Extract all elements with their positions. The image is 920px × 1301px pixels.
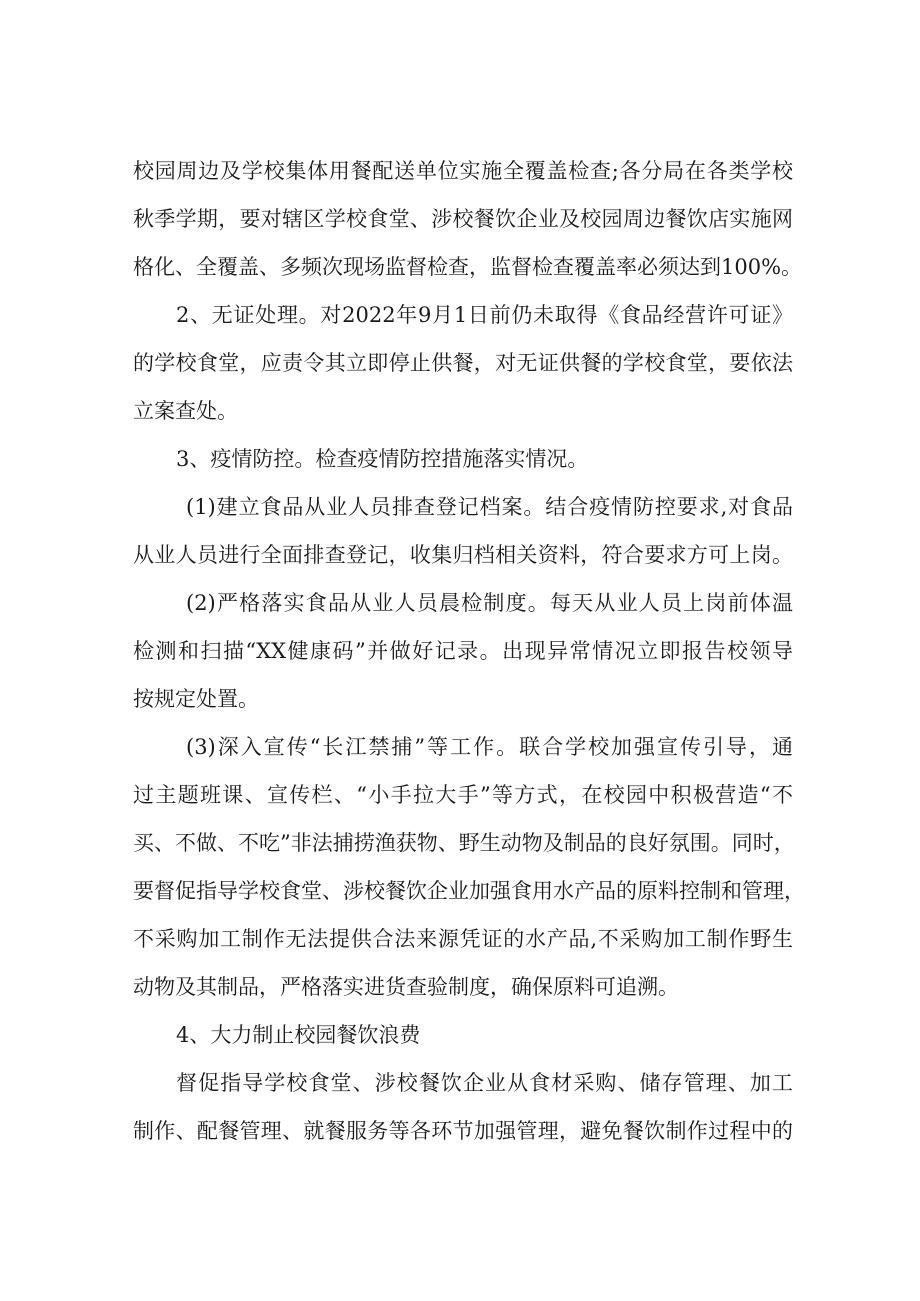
text-line: 动物及其制品，严格落实进货查验制度，确保原料可追溯。: [133, 975, 679, 999]
text-line: 校园周边及学校集体用餐配送单位实施全覆盖检查;各分局在各类学校: [133, 159, 793, 183]
text-line: 督促指导学校食堂、涉校餐饮企业从食材采购、储存管理、加工: [176, 1071, 793, 1095]
text-line: 立案查处。: [133, 399, 238, 423]
text-line: 要督促指导学校食堂、涉校餐饮企业加强食用水产品的原料控制和管理，: [133, 879, 805, 903]
text-line: (2)严格落实食品从业人员晨检制度。每天从业人员上岗前体温: [186, 591, 793, 615]
text-line: 不采购加工制作无法提供合法来源凭证的水产品,不采购加工制作野生: [133, 927, 793, 951]
text-line: (1)建立食品从业人员排查登记档案。结合疫情防控要求,对食品: [186, 495, 793, 519]
text-line: 4、大力制止校园餐饮浪费: [176, 1023, 421, 1047]
text-line: 2、无证处理。对2022年9月1日前仍未取得《食品经营许可证》: [176, 303, 793, 327]
text-line: 买、不做、不吃”非法捕捞渔获物、野生动物及制品的良好氛围。同时，: [133, 831, 795, 855]
text-line: 3、疫情防控。检查疫情防控措施落实情况。: [176, 447, 589, 471]
text-line: 按规定处置。: [133, 687, 259, 711]
text-line: 秋季学期，要对辖区学校食堂、涉校餐饮企业及校园周边餐饮店实施网: [133, 207, 793, 231]
text-line: (3)深入宣传“长江禁捕”等工作。联合学校加强宣传引导，通: [186, 735, 793, 759]
text-line: 从业人员进行全面排查登记，收集归档相关资料，符合要求方可上岗。: [133, 543, 793, 567]
text-line: 检测和扫描“XX健康码”并做好记录。出现异常情况立即报告校领导: [133, 639, 793, 663]
text-line: 制作、配餐管理、就餐服务等各环节加强管理，避免餐饮制作过程中的: [133, 1119, 793, 1143]
text-line: 格化、全覆盖、多频次现场监督检查，监督检查覆盖率必须达到100%。: [133, 255, 803, 279]
text-line: 过主题班课、宣传栏、“小手拉大手”等方式，在校园中积极营造“不: [133, 783, 793, 807]
text-line: 的学校食堂，应责令其立即停止供餐，对无证供餐的学校食堂，要依法: [133, 351, 793, 375]
